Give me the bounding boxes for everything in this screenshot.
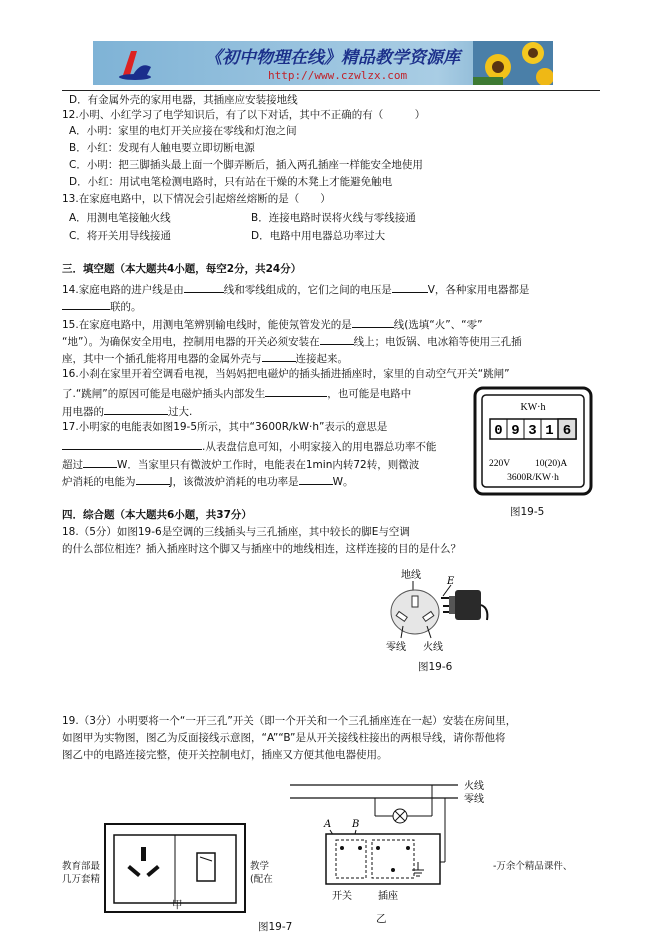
q16-text-c: ，也可能是电路中 [327, 388, 412, 400]
q17-text-b: .从表盘信息可知，小明家接入的用电器总功率不能 [202, 441, 437, 453]
q16-line-3 [62, 403, 192, 420]
q15-text-d: 线上；电饭锅、电冰箱等使用三孔插 [353, 336, 522, 348]
socket-icon [391, 590, 439, 634]
socket-terminal-box [372, 840, 414, 878]
q15-line-1 [62, 316, 483, 333]
q16-text-b: 了.“跳闸”的原因可能是电磁炉插头内部发生 [62, 388, 266, 400]
q17-line-4 [62, 473, 354, 490]
banner-url: http://www.czwlzx.com [268, 69, 408, 82]
figure-19-5-caption: 图19-5 [510, 506, 545, 518]
q14-text-b: 线和零线组成的，它们之间的电压是 [223, 284, 392, 296]
figure-19-5-meter [473, 386, 593, 496]
q15-text-e: 座，其中一个插孔能将用电器的金属外壳与 [62, 353, 262, 365]
header-banner [93, 41, 553, 85]
q18-line-1: 18.（5分）如图19-6是空调的三线插头与三孔插座，其中较长的脚E与空调 [62, 526, 410, 538]
q12-option-d: D．小红：用试电笔检测电路时，只有站在干燥的木凳上才能避免触电 [69, 176, 393, 188]
q14-line-1 [62, 281, 529, 298]
q19-line-3: 图乙中的电路连接完整，使开关控制电灯，插座又方便其他电器使用。 [62, 749, 388, 761]
q16-text-d: 用电器的 [62, 406, 104, 418]
q14-text-c: V，各种家用电器都是 [427, 284, 530, 296]
watermark-middle-1: 教学 [250, 861, 270, 872]
header-rule [62, 90, 600, 91]
label-switch: 开关 [332, 891, 352, 902]
q17-text-f: J，该微波炉消耗的电功率是 [169, 476, 299, 488]
q14-text-d: 联的。 [110, 301, 142, 313]
q12-option-c: C．小明：把三脚插头最上面一个脚弄断后，插入两孔插座一样能安全地使用 [69, 159, 423, 171]
figure-19-7-caption: 图19-7 [258, 921, 293, 933]
label-e: E [447, 576, 455, 587]
meter-digit: 9 [511, 423, 520, 439]
q13-stem: 13.在家庭电路中，以下情况会引起熔丝熔断的是（ ） [62, 193, 331, 205]
q17-text-g: W。 [332, 476, 354, 488]
q14-text-a: 14.家庭电路的进户线是由 [62, 284, 184, 296]
figure-yi-wiring [290, 778, 500, 910]
meter-digit: 1 [545, 423, 554, 439]
q14-blank-3 [62, 298, 110, 310]
watermark-left-2: 几万套精 [62, 874, 101, 885]
sunflower-image [473, 41, 553, 85]
q17-line-1: 17.小明家的电能表如图19-5所示，其中“3600R/kW·h”表示的意思是 [62, 421, 388, 433]
q14-line-2 [62, 298, 142, 315]
q15-line-2 [62, 333, 522, 350]
q13-option-d: D．电路中用电器总功率过大 [251, 230, 386, 242]
q17-blank-2 [83, 456, 117, 468]
q17-text-d: W．当家里只有微波炉工作时，电能表在1min内转72转，则微波 [117, 459, 420, 471]
q15-text-c: “地”）。为确保安全用电，控制用电器的开关必须安装在 [62, 336, 320, 348]
q16-line-1: 16.小刹在家里开着空调看电视，当妈妈把电磁炉的插头插进插座时，家里的自动空气开关“跳闸” [62, 368, 510, 380]
label-live: 火线 [423, 642, 443, 653]
q13-option-a: A．用测电笔接触火线 [69, 212, 171, 224]
q15-text-a: 15.在家庭电路中，用测电笔辨别输电线时，能使氖管发光的是 [62, 319, 352, 331]
q16-text-e: 过大. [168, 406, 193, 418]
section-4-title: 四．综合题（本大题共6小题，共37分） [62, 509, 252, 521]
banner-title: 《初中物理在线》精品教学资源库 [205, 48, 460, 68]
lamp-icon [393, 809, 407, 823]
q16-line-2 [62, 385, 411, 402]
section-3-title: 三．填空题（本大题共4小题，每空2分，共24分） [62, 263, 302, 275]
meter-voltage: 220V [489, 459, 511, 469]
q17-line-3 [62, 456, 419, 473]
label-a: A [324, 819, 332, 830]
meter-digit: 0 [494, 423, 503, 439]
watermark-left-1: 教育部最 [62, 861, 101, 872]
q17-blank-3 [136, 473, 170, 485]
watermark-right: -万余个精品课件、 [493, 861, 573, 872]
q15-text-b: 线(选填“火”、“零” [393, 319, 483, 331]
meter-display [490, 419, 576, 439]
meter-digit: 3 [528, 423, 537, 439]
figure-19-6-plug [383, 568, 493, 668]
q16-blank-1 [265, 385, 327, 397]
banner-graphic [93, 41, 553, 85]
q15-text-f: 连接起来。 [295, 353, 348, 365]
label-neutral-wire: 零线 [464, 794, 484, 805]
label-b: B [352, 819, 360, 830]
q12-stem: 12.小明、小红学习了电学知识后，有了以下对话，其中不正确的有（ ） [62, 109, 426, 121]
q15-blank-1 [352, 316, 394, 328]
watermark-middle-2: (配在 [250, 874, 273, 885]
label-yi: 乙 [376, 913, 387, 925]
q19-line-1: 19.（3分）小明要将一个“一开三孔”开关（即一个开关和一个三孔插座连在一起）安装在房间里， [62, 715, 517, 727]
q15-blank-2 [320, 333, 354, 345]
meter-current: 10(20)A [535, 459, 568, 469]
q17-blank-1 [62, 438, 202, 450]
watermark-middle [250, 860, 273, 886]
q15-blank-3 [262, 350, 296, 362]
label-socket: 插座 [378, 891, 398, 902]
q15-line-3 [62, 350, 348, 367]
q12-option-b: B．小红：发现有人触电要立即切断电源 [69, 142, 255, 154]
figure-19-6-caption: 图19-6 [418, 661, 453, 673]
q18-line-2: 的什么部位相连？插入插座时这个脚又与插座中的地线相连，这样连接的目的是什么？ [62, 543, 461, 555]
label-live-wire: 火线 [464, 781, 484, 792]
meter-unit: KW·h [520, 402, 546, 413]
plug-icon [441, 590, 487, 620]
q13-option-c: C．将开关用导线接通 [69, 230, 171, 242]
label-jia: 甲 [172, 899, 183, 911]
q14-blank-1 [184, 281, 224, 293]
watermark-left [62, 860, 100, 886]
q14-blank-2 [392, 281, 428, 293]
meter-digit: 6 [562, 423, 572, 439]
q19-line-2: 如图甲为实物图，图乙为反面接线示意图，“A”“B”是从开关接线柱接出的两根导线，请你帮他将 [62, 732, 506, 744]
q17-blank-4 [299, 473, 333, 485]
q11-option-d: D．有金属外壳的家用电器，其插座应安装接地线 [69, 94, 298, 106]
meter-revolutions: 3600R/KW·h [507, 473, 559, 483]
q17-line-2 [62, 438, 436, 455]
label-neutral: 零线 [386, 642, 406, 653]
q16-blank-2 [104, 403, 168, 415]
label-ground: 地线 [401, 570, 421, 581]
q12-option-a: A．小明：家里的电灯开关应接在零线和灯泡之间 [69, 125, 297, 137]
q17-text-e: 炉消耗的电能为 [62, 476, 136, 488]
switch-terminal-box [336, 840, 366, 878]
q13-option-b: B．连接电路时误将火线与零线接通 [251, 212, 416, 224]
q17-text-c: 超过 [62, 459, 83, 471]
rocker-switch-icon [197, 853, 215, 881]
